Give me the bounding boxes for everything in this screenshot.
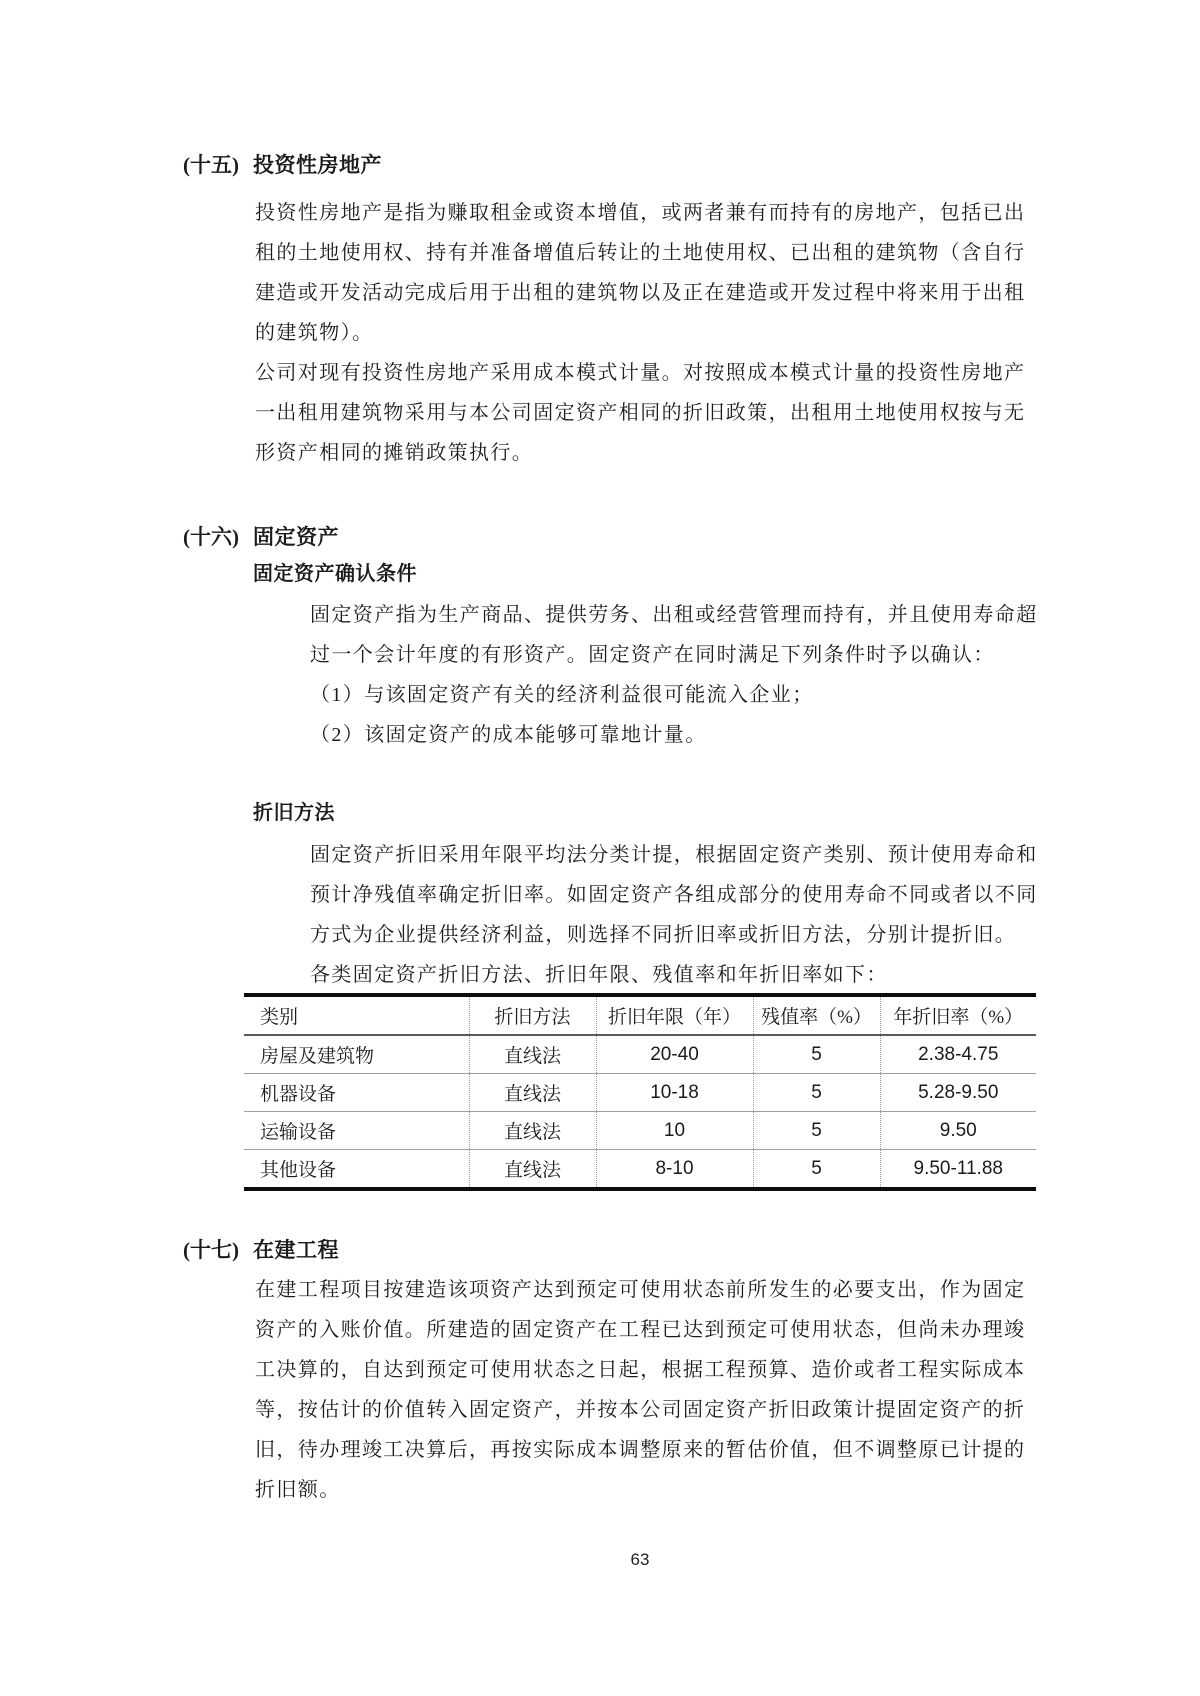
text-line: 过一个会计年度的有形资产。固定资产在同时满足下列条件时予以确认： bbox=[310, 644, 995, 666]
section-16-number: (十六) bbox=[183, 525, 239, 549]
section-15-paragraph-2 bbox=[255, 353, 1055, 473]
text-line: 固定资产折旧采用年限平均法分类计提，根据固定资产类别、预计使用寿命和 bbox=[310, 844, 1038, 866]
subsection-recognition-body bbox=[310, 595, 1110, 755]
page-number: 63 bbox=[630, 1550, 650, 1569]
table-header-row bbox=[244, 995, 1036, 1035]
cell-annual-rate: 2.38-4.75 bbox=[880, 1035, 1036, 1074]
cell-annual-rate: 5.28-9.50 bbox=[880, 1074, 1036, 1112]
text-line: 等，按估计的价值转入固定资产，并按本公司固定资产折旧政策计提固定资产的折 bbox=[255, 1399, 1026, 1421]
text-line: 各类固定资产折旧方法、折旧年限、残值率和年折旧率如下： bbox=[310, 964, 888, 986]
cell-life: 10 bbox=[596, 1112, 753, 1150]
cell-category: 运输设备 bbox=[244, 1112, 469, 1150]
cell-method: 直线法 bbox=[469, 1150, 596, 1190]
subsection-depreciation-body bbox=[310, 835, 1110, 995]
section-17-title: 在建工程 bbox=[253, 1238, 339, 1262]
cell-method: 直线法 bbox=[469, 1112, 596, 1150]
table-row bbox=[244, 1035, 1036, 1074]
text-line: 在建工程项目按建造该项资产达到预定可使用状态前所发生的必要支出，作为固定 bbox=[255, 1279, 1026, 1301]
text-line: 方式为企业提供经济利益，则选择不同折旧率或折旧方法，分别计提折旧。 bbox=[310, 924, 1017, 946]
col-header-residual-rate: 残值率（%） bbox=[753, 995, 880, 1035]
cell-life: 20-40 bbox=[596, 1035, 753, 1074]
table-row bbox=[244, 1112, 1036, 1150]
section-15-number: (十五) bbox=[183, 153, 239, 177]
text-line: 旧，待办理竣工决算后，再按实际成本调整原来的暂估价值，但不调整原已计提的 bbox=[255, 1439, 1026, 1461]
cell-method: 直线法 bbox=[469, 1035, 596, 1074]
section-16-title: 固定资产 bbox=[253, 525, 339, 549]
cell-method: 直线法 bbox=[469, 1074, 596, 1112]
section-17-number: (十七) bbox=[183, 1238, 239, 1262]
text-line: 固定资产指为生产商品、提供劳务、出租或经营管理而持有，并且使用寿命超 bbox=[310, 604, 1038, 626]
subsection-recognition-heading: 固定资产确认条件 bbox=[253, 563, 417, 585]
text-line: 预计净残值率确定折旧率。如固定资产各组成部分的使用寿命不同或者以不同 bbox=[310, 884, 1038, 906]
section-16-heading bbox=[183, 524, 339, 550]
cell-residual-rate: 5 bbox=[753, 1112, 880, 1150]
table-row bbox=[244, 1074, 1036, 1112]
section-15-heading bbox=[183, 152, 382, 178]
text-line: 投资性房地产是指为赚取租金或资本增值，或两者兼有而持有的房地产，包括已出 bbox=[255, 202, 1026, 224]
text-line: （2）该固定资产的成本能够可靠地计量。 bbox=[310, 724, 707, 746]
section-15-title: 投资性房地产 bbox=[253, 153, 382, 177]
text-line: 资产的入账价值。所建造的固定资产在工程已达到预定可使用状态，但尚未办理竣 bbox=[255, 1319, 1026, 1341]
section-17-heading bbox=[183, 1237, 339, 1263]
text-line: 的建筑物）。 bbox=[255, 322, 374, 344]
text-line: 一出租用建筑物采用与本公司固定资产相同的折旧政策，出租用土地使用权按与无 bbox=[255, 402, 1026, 424]
cell-residual-rate: 5 bbox=[753, 1035, 880, 1074]
section-17-paragraph bbox=[255, 1270, 1055, 1510]
text-line: 折旧额。 bbox=[255, 1479, 341, 1501]
table-row bbox=[244, 1150, 1036, 1190]
cell-category: 机器设备 bbox=[244, 1074, 469, 1112]
text-line: 工决算的，自达到预定可使用状态之日起，根据工程预算、造价或者工程实际成本 bbox=[255, 1359, 1026, 1381]
cell-life: 8-10 bbox=[596, 1150, 753, 1190]
text-line: 形资产相同的摊销政策执行。 bbox=[255, 442, 534, 464]
section-15-paragraph-1 bbox=[255, 193, 1055, 353]
depreciation-table bbox=[244, 993, 1036, 1191]
text-line: 建造或开发活动完成后用于出租的建筑物以及正在建造或开发过程中将来用于出租 bbox=[255, 282, 1026, 304]
col-header-category: 类别 bbox=[244, 995, 469, 1035]
cell-residual-rate: 5 bbox=[753, 1074, 880, 1112]
text-line: （1）与该固定资产有关的经济利益很可能流入企业； bbox=[310, 684, 814, 706]
cell-annual-rate: 9.50-11.88 bbox=[880, 1150, 1036, 1190]
col-header-method: 折旧方法 bbox=[469, 995, 596, 1035]
cell-residual-rate: 5 bbox=[753, 1150, 880, 1190]
col-header-life: 折旧年限（年） bbox=[596, 995, 753, 1035]
cell-category: 房屋及建筑物 bbox=[260, 1046, 375, 1067]
subsection-depreciation-heading: 折旧方法 bbox=[253, 802, 335, 824]
cell-annual-rate: 9.50 bbox=[880, 1112, 1036, 1150]
text-line: 租的土地使用权、持有并准备增值后转让的土地使用权、已出租的建筑物（含自行 bbox=[255, 242, 1026, 264]
text-line: 公司对现有投资性房地产采用成本模式计量。对按照成本模式计量的投资性房地产 bbox=[255, 362, 1026, 384]
cell-life: 10-18 bbox=[596, 1074, 753, 1112]
col-header-annual-rate: 年折旧率（%） bbox=[880, 995, 1036, 1035]
cell-category: 其他设备 bbox=[244, 1150, 469, 1190]
